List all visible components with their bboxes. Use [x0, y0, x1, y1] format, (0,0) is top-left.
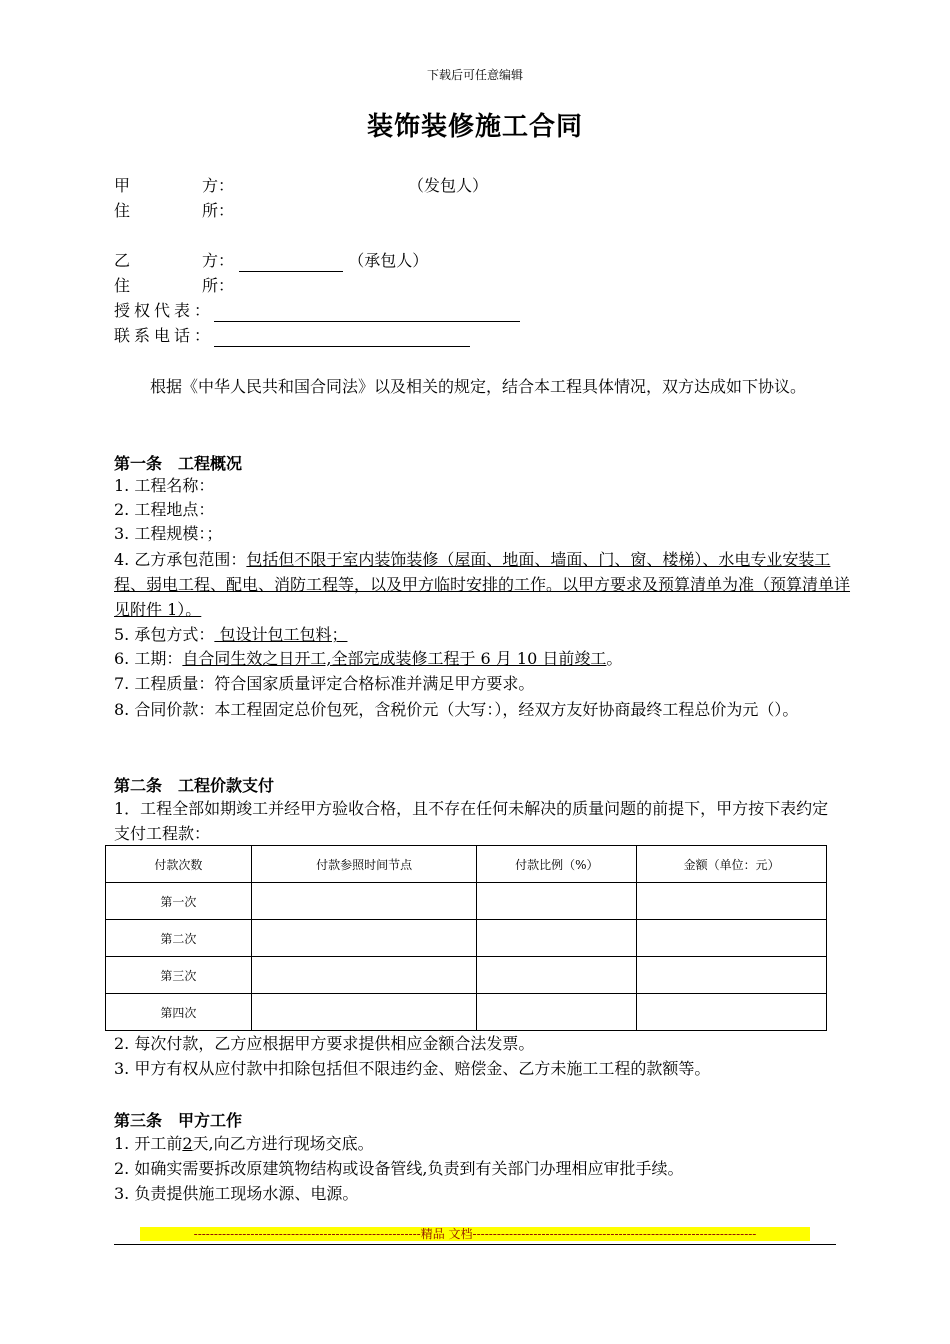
payment-table: [105, 845, 827, 1031]
party-a-address-line: [114, 200, 234, 222]
table-cell[interactable]: [477, 883, 637, 920]
table-cell[interactable]: [477, 920, 637, 957]
table-cell[interactable]: [251, 957, 477, 994]
party-a-address-label-1: 住: [114, 201, 131, 220]
party-b-label-2: 方：: [202, 251, 235, 270]
party-a-address-label-2: 所：: [202, 201, 235, 220]
table-row: [106, 994, 827, 1031]
table-cell[interactable]: [251, 920, 477, 957]
item5-text: 包设计包工包料；: [214, 625, 348, 644]
phone-line: [114, 325, 470, 347]
header-cell: 付款参照时间节点: [251, 846, 477, 883]
article1-item3: 3. 工程规模：；: [114, 524, 223, 543]
table-row: [106, 883, 827, 920]
footer-banner: [140, 1227, 810, 1241]
row-label: 第四次: [106, 994, 252, 1031]
header-note: 下载后可任意编辑: [426, 68, 523, 82]
item1-num: 2: [182, 1134, 193, 1153]
rep-field[interactable]: [214, 303, 520, 322]
item5-label: 5. 承包方式：: [114, 625, 215, 644]
table-cell[interactable]: [477, 957, 637, 994]
party-a-label-1: 甲: [114, 176, 131, 195]
item6-end: 。: [606, 649, 623, 668]
phone-field[interactable]: [214, 328, 470, 347]
row-label: 第三次: [106, 957, 252, 994]
table-cell[interactable]: [637, 957, 827, 994]
item6-text: 自合同生效之日开工,全部完成装修工程于 6 月 10 日前竣工: [182, 649, 607, 668]
table-cell[interactable]: [637, 920, 827, 957]
table-row: [106, 920, 827, 957]
party-a-role: （发包人）: [408, 176, 489, 195]
rep-line: [114, 300, 520, 322]
footer-divider: [114, 1244, 836, 1245]
footer-dashes-right: ----------------------------------------------------------------------: [472, 1227, 757, 1241]
phone-label: 联系电话：: [114, 326, 215, 345]
item4-text: 包括但不限于室内装饰装修（屋面、地面、墙面、门、窗、楼梯）、水电专业安装工程、弱电工程、配电、消防工程等，以及甲方临时安排的工作。以甲方要求及预算清单为准（预算清单详见附件 1）。: [114, 550, 851, 619]
party-a-label-2: 方：: [202, 176, 235, 195]
article2-item1: 1．工程全部如期竣工并经甲方验收合格，且不存在任何未解决的质量问题的前提下，甲方按下表约定支付工程款：: [114, 799, 829, 843]
article1-item4: [114, 547, 859, 622]
intro-paragraph: 根据《中华人民共和国合同法》以及相关的规定，结合本工程具体情况，双方达成如下协议。: [150, 377, 807, 396]
article1-item8: 8. 合同价款：本工程固定总价包死，含税价元（大写：），经双方友好协商最终工程总价为元（）。: [114, 700, 799, 719]
row-label: 第一次: [106, 883, 252, 920]
party-b-role: （承包人）: [348, 251, 429, 270]
table-row: [106, 957, 827, 994]
item6-label: 6. 工期：: [114, 649, 183, 668]
table-cell[interactable]: [477, 994, 637, 1031]
table-cell[interactable]: [637, 883, 827, 920]
party-b-address-label-1: 住: [114, 276, 131, 295]
rep-label: 授权代表：: [114, 301, 215, 320]
article1-heading: 第一条 工程概况: [114, 454, 243, 473]
article3-heading: 第三条 甲方工作: [114, 1111, 243, 1130]
item4-label: 4. 乙方承包范围：: [114, 550, 247, 569]
party-b-line: [114, 250, 428, 272]
article1-item6: [114, 648, 622, 670]
article3-item1: [114, 1133, 374, 1155]
table-cell[interactable]: [251, 994, 477, 1031]
header-cell: 付款次数: [106, 846, 252, 883]
article1-item7: 7. 工程质量：符合国家质量评定合格标准并满足甲方要求。: [114, 674, 535, 693]
header-cell: 付款比例（%）: [477, 846, 637, 883]
table-cell[interactable]: [637, 994, 827, 1031]
article1-item1: 1. 工程名称：: [114, 476, 215, 495]
item1-post: 天,向乙方进行现场交底。: [192, 1134, 374, 1153]
article3-item3: 3. 负责提供施工现场水源、电源。: [114, 1184, 359, 1203]
row-label: 第二次: [106, 920, 252, 957]
article1-item5: [114, 624, 347, 646]
footer-text: 精品 文档: [420, 1227, 473, 1241]
party-a-line: [114, 175, 234, 197]
article2-heading: 第二条 工程价款支付: [114, 776, 275, 795]
header-cell: 金额（单位：元）: [637, 846, 827, 883]
footer-dashes-left: --------------------------------------------------------: [193, 1227, 421, 1241]
party-b-address-label-2: 所：: [202, 276, 235, 295]
article1-item2: 2. 工程地点：: [114, 500, 215, 519]
party-b-name-field[interactable]: [239, 253, 343, 272]
payment-table-header: [106, 846, 827, 883]
party-b-label-1: 乙: [114, 251, 131, 270]
item1-pre: 1. 开工前: [114, 1134, 183, 1153]
document-title: 装饰装修施工合同: [366, 112, 583, 142]
party-b-address-line: [114, 275, 234, 297]
table-cell[interactable]: [251, 883, 477, 920]
article3-item2: 2. 如确实需要拆改原建筑物结构或设备管线,负责到有关部门办理相应审批手续。: [114, 1159, 684, 1178]
article2-item2: 2. 每次付款，乙方应根据甲方要求提供相应金额合法发票。: [114, 1034, 535, 1053]
article2-item3: 3. 甲方有权从应付款中扣除包括但不限违约金、赔偿金、乙方未施工工程的款额等。: [114, 1059, 711, 1078]
